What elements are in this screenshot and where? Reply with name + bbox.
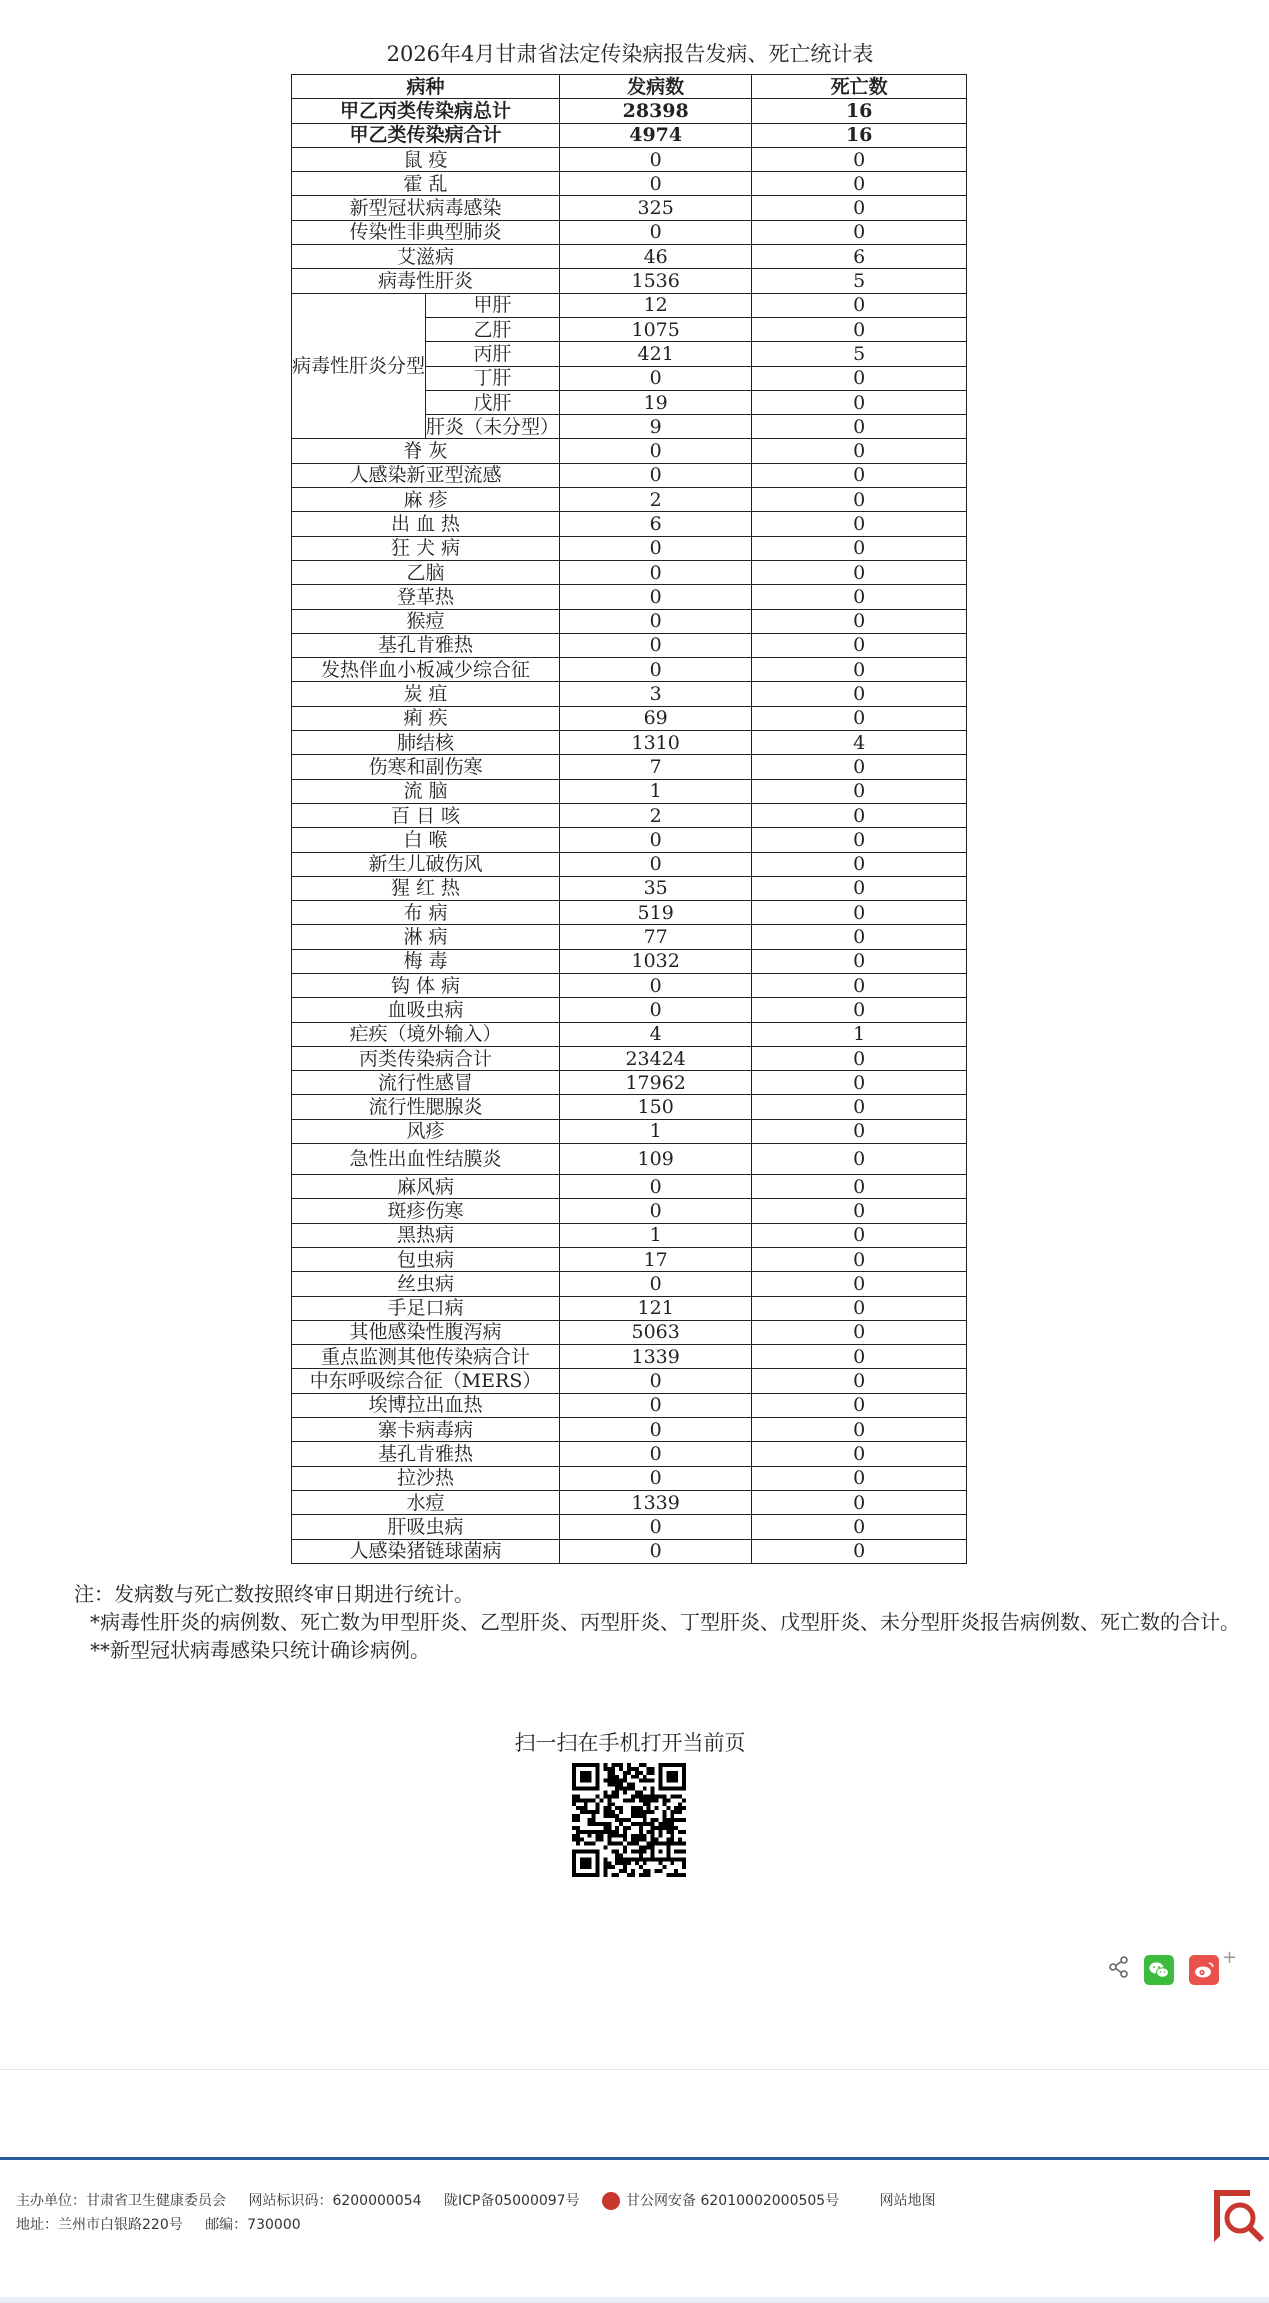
disease-name: 风疹 xyxy=(292,1119,560,1143)
case-count: 0 xyxy=(560,1539,752,1563)
death-count: 0 xyxy=(752,439,967,463)
death-count: 0 xyxy=(752,1223,967,1247)
death-count: 0 xyxy=(752,803,967,827)
death-count: 16 xyxy=(752,123,967,147)
disease-name: 乙脑 xyxy=(292,560,560,584)
statistics-table xyxy=(291,74,967,1564)
disease-name: 流行性腮腺炎 xyxy=(292,1095,560,1119)
death-count: 0 xyxy=(752,1175,967,1199)
disease-name: 麻 疹 xyxy=(292,488,560,512)
death-count: 0 xyxy=(752,415,967,439)
disease-name: 登革热 xyxy=(292,585,560,609)
death-count: 0 xyxy=(752,828,967,852)
death-count: 6 xyxy=(752,245,967,269)
death-count: 0 xyxy=(752,876,967,900)
case-count: 6 xyxy=(560,512,752,536)
plus-icon[interactable]: + xyxy=(1222,1947,1238,1968)
disease-name: 艾滋病 xyxy=(292,245,560,269)
death-count: 0 xyxy=(752,366,967,390)
death-count: 0 xyxy=(752,196,967,220)
death-count: 0 xyxy=(752,147,967,171)
table-row xyxy=(292,585,967,609)
disease-name: 血吸虫病 xyxy=(292,998,560,1022)
disease-name: 肺结核 xyxy=(292,731,560,755)
disease-name: 脊 灰 xyxy=(292,439,560,463)
footer-bottom-strip xyxy=(0,2297,1269,2303)
death-count: 0 xyxy=(752,1296,967,1320)
table-row xyxy=(292,658,967,682)
case-count: 3 xyxy=(560,682,752,706)
table-row xyxy=(292,876,967,900)
share-icon[interactable] xyxy=(1108,1955,1130,1979)
death-count: 0 xyxy=(752,560,967,584)
case-count: 1032 xyxy=(560,949,752,973)
table-row xyxy=(292,220,967,244)
table-row xyxy=(292,925,967,949)
table-row xyxy=(292,828,967,852)
footer-sitemap-link[interactable]: 网站地图 xyxy=(879,2193,936,2209)
table-row xyxy=(292,1320,967,1344)
case-count: 2 xyxy=(560,488,752,512)
share-bar xyxy=(1108,1947,1258,1989)
table-row xyxy=(292,1223,967,1247)
table-row xyxy=(292,147,967,171)
case-count: 1339 xyxy=(560,1345,752,1369)
death-count: 0 xyxy=(752,1247,967,1271)
disease-name: 百 日 咳 xyxy=(292,803,560,827)
death-count: 0 xyxy=(752,1345,967,1369)
table-row xyxy=(292,269,967,293)
death-count: 0 xyxy=(752,901,967,925)
death-count: 0 xyxy=(752,536,967,560)
death-count: 0 xyxy=(752,1199,967,1223)
table-row xyxy=(292,1046,967,1070)
table-row xyxy=(292,949,967,973)
death-count: 0 xyxy=(752,1490,967,1514)
death-count: 0 xyxy=(752,1442,967,1466)
disease-name: 布 病 xyxy=(292,901,560,925)
footer-address: 地址：兰州市白银路220号 xyxy=(16,2217,183,2233)
case-count: 69 xyxy=(560,706,752,730)
table-row xyxy=(292,998,967,1022)
case-count: 19 xyxy=(560,390,752,414)
case-count: 46 xyxy=(560,245,752,269)
hepatitis-subtype-name: 乙肝 xyxy=(426,317,560,341)
case-count: 0 xyxy=(560,536,752,560)
disease-name: 拉沙热 xyxy=(292,1466,560,1490)
case-count: 121 xyxy=(560,1296,752,1320)
disease-name: 丙类传染病合计 xyxy=(292,1046,560,1070)
table-row xyxy=(292,536,967,560)
death-count: 0 xyxy=(752,1119,967,1143)
death-count: 0 xyxy=(752,706,967,730)
death-count: 0 xyxy=(752,390,967,414)
disease-name: 人感染猪链球菌病 xyxy=(292,1539,560,1563)
table-row xyxy=(292,1466,967,1490)
table-row xyxy=(292,99,967,123)
death-count: 0 xyxy=(752,1393,967,1417)
disease-name: 甲乙丙类传染病总计 xyxy=(292,99,560,123)
death-count: 0 xyxy=(752,1144,967,1175)
government-error-report-logo-icon[interactable] xyxy=(1210,2186,1269,2246)
death-count: 4 xyxy=(752,731,967,755)
table-row xyxy=(292,852,967,876)
note-line-2: *病毒性肝炎的病例数、死亡数为甲型肝炎、乙型肝炎、丙型肝炎、丁型肝炎、戊型肝炎、未分型肝炎报告病例数、死亡数的合计。 xyxy=(90,1610,1240,1634)
table-row xyxy=(292,196,967,220)
case-count: 0 xyxy=(560,973,752,997)
death-count: 0 xyxy=(752,1466,967,1490)
table-row xyxy=(292,463,967,487)
death-count: 0 xyxy=(752,220,967,244)
disease-name: 猩 红 热 xyxy=(292,876,560,900)
disease-name: 新生儿破伤风 xyxy=(292,852,560,876)
header-deaths: 死亡数 xyxy=(752,75,967,99)
table-row xyxy=(292,512,967,536)
case-count: 35 xyxy=(560,876,752,900)
disease-name: 重点监测其他传染病合计 xyxy=(292,1345,560,1369)
table-row xyxy=(292,731,967,755)
case-count: 0 xyxy=(560,1466,752,1490)
note-line-3: **新型冠状病毒感染只统计确诊病例。 xyxy=(90,1638,430,1662)
death-count: 0 xyxy=(752,1046,967,1070)
disease-name: 埃博拉出血热 xyxy=(292,1393,560,1417)
case-count: 0 xyxy=(560,998,752,1022)
case-count: 421 xyxy=(560,342,752,366)
scan-prompt: 扫一扫在手机打开当前页 xyxy=(514,1731,746,1755)
table-row xyxy=(292,1393,967,1417)
death-count: 0 xyxy=(752,755,967,779)
disease-name: 鼠 疫 xyxy=(292,147,560,171)
table-row xyxy=(292,293,967,317)
hepatitis-subtype-name: 丁肝 xyxy=(426,366,560,390)
disease-name: 手足口病 xyxy=(292,1296,560,1320)
death-count: 0 xyxy=(752,317,967,341)
death-count: 0 xyxy=(752,172,967,196)
case-count: 1 xyxy=(560,1223,752,1247)
disease-name: 出 血 热 xyxy=(292,512,560,536)
disease-name: 甲乙类传染病合计 xyxy=(292,123,560,147)
table-row xyxy=(292,633,967,657)
case-count: 0 xyxy=(560,585,752,609)
table-row xyxy=(292,1144,967,1175)
footer-sponsor: 主办单位：甘肃省卫生健康委员会 xyxy=(16,2193,226,2209)
footer-police-link[interactable] xyxy=(602,2193,857,2209)
table-row xyxy=(292,439,967,463)
disease-name: 中东呼吸综合征（MERS） xyxy=(292,1369,560,1393)
death-count: 5 xyxy=(752,269,967,293)
disease-name: 钩 体 病 xyxy=(292,973,560,997)
disease-name: 丝虫病 xyxy=(292,1272,560,1296)
disease-name: 人感染新亚型流感 xyxy=(292,463,560,487)
death-count: 0 xyxy=(752,682,967,706)
case-count: 150 xyxy=(560,1095,752,1119)
table-row xyxy=(292,1095,967,1119)
disease-name: 狂 犬 病 xyxy=(292,536,560,560)
footer-icp-link[interactable]: 陇ICP备05000097号 xyxy=(443,2193,580,2209)
table-header-row xyxy=(292,75,967,99)
header-cases: 发病数 xyxy=(560,75,752,99)
hepatitis-subtype-name: 丙肝 xyxy=(426,342,560,366)
death-count: 0 xyxy=(752,973,967,997)
hepatitis-subtype-name: 甲肝 xyxy=(426,293,560,317)
death-count: 16 xyxy=(752,99,967,123)
table-row xyxy=(292,706,967,730)
death-count: 0 xyxy=(752,925,967,949)
case-count: 0 xyxy=(560,1418,752,1442)
qr-code xyxy=(572,1763,686,1877)
table-row xyxy=(292,1442,967,1466)
footer xyxy=(0,2160,1269,2303)
case-count: 17 xyxy=(560,1247,752,1271)
death-count: 0 xyxy=(752,998,967,1022)
death-count: 0 xyxy=(752,512,967,536)
disease-name: 梅 毒 xyxy=(292,949,560,973)
case-count: 23424 xyxy=(560,1046,752,1070)
disease-name: 其他感染性腹泻病 xyxy=(292,1320,560,1344)
footer-site-code: 网站标识码：6200000054 xyxy=(248,2193,422,2209)
table-row xyxy=(292,1199,967,1223)
disease-name: 基孔肯雅热 xyxy=(292,1442,560,1466)
police-badge-icon xyxy=(602,2192,620,2210)
header-disease: 病种 xyxy=(292,75,560,99)
case-count: 5063 xyxy=(560,1320,752,1344)
case-count: 0 xyxy=(560,147,752,171)
disease-name: 急性出血性结膜炎 xyxy=(292,1144,560,1175)
case-count: 109 xyxy=(560,1144,752,1175)
death-count: 0 xyxy=(752,1272,967,1296)
disease-name: 麻风病 xyxy=(292,1175,560,1199)
death-count: 0 xyxy=(752,463,967,487)
case-count: 2 xyxy=(560,803,752,827)
case-count: 0 xyxy=(560,1369,752,1393)
case-count: 17962 xyxy=(560,1071,752,1095)
death-count: 0 xyxy=(752,1369,967,1393)
table-row xyxy=(292,779,967,803)
disease-name: 疟疾（境外输入） xyxy=(292,1022,560,1046)
case-count: 1 xyxy=(560,1119,752,1143)
death-count: 0 xyxy=(752,293,967,317)
table-row xyxy=(292,560,967,584)
death-count: 0 xyxy=(752,585,967,609)
disease-name: 炭 疽 xyxy=(292,682,560,706)
case-count: 0 xyxy=(560,439,752,463)
disease-name: 包虫病 xyxy=(292,1247,560,1271)
table-row xyxy=(292,1515,967,1539)
case-count: 1310 xyxy=(560,731,752,755)
case-count: 9 xyxy=(560,415,752,439)
hepatitis-subtype-name: 戊肝 xyxy=(426,390,560,414)
death-count: 0 xyxy=(752,1320,967,1344)
case-count: 325 xyxy=(560,196,752,220)
page-title: 2026年4月甘肃省法定传染病报告发病、死亡统计表 xyxy=(386,42,874,66)
disease-name: 猴痘 xyxy=(292,609,560,633)
disease-name: 新型冠状病毒感染 xyxy=(292,196,560,220)
disease-name: 伤寒和副伤寒 xyxy=(292,755,560,779)
case-count: 4 xyxy=(560,1022,752,1046)
table-row xyxy=(292,609,967,633)
disease-name: 病毒性肝炎 xyxy=(292,269,560,293)
case-count: 0 xyxy=(560,1272,752,1296)
disease-name: 白 喉 xyxy=(292,828,560,852)
case-count: 0 xyxy=(560,1515,752,1539)
death-count: 0 xyxy=(752,658,967,682)
disease-name: 淋 病 xyxy=(292,925,560,949)
disease-name: 痢 疾 xyxy=(292,706,560,730)
case-count: 0 xyxy=(560,1199,752,1223)
case-count: 0 xyxy=(560,1442,752,1466)
footer-postcode: 邮编：730000 xyxy=(205,2217,301,2233)
disease-name: 肝吸虫病 xyxy=(292,1515,560,1539)
case-count: 0 xyxy=(560,366,752,390)
death-count: 0 xyxy=(752,609,967,633)
table-row xyxy=(292,245,967,269)
case-count: 0 xyxy=(560,560,752,584)
death-count: 0 xyxy=(752,1418,967,1442)
disease-name: 发热伴血小板减少综合征 xyxy=(292,658,560,682)
disease-name: 霍 乱 xyxy=(292,172,560,196)
table-row xyxy=(292,1539,967,1563)
case-count: 0 xyxy=(560,172,752,196)
table-row xyxy=(292,1418,967,1442)
case-count: 0 xyxy=(560,220,752,244)
table-row xyxy=(292,682,967,706)
table-row xyxy=(292,901,967,925)
disease-name: 水痘 xyxy=(292,1490,560,1514)
case-count: 4974 xyxy=(560,123,752,147)
death-count: 0 xyxy=(752,488,967,512)
case-count: 0 xyxy=(560,828,752,852)
case-count: 0 xyxy=(560,852,752,876)
note-line-1: 注：发病数与死亡数按照终审日期进行统计。 xyxy=(74,1582,474,1606)
case-count: 0 xyxy=(560,658,752,682)
disease-name: 传染性非典型肺炎 xyxy=(292,220,560,244)
death-count: 0 xyxy=(752,949,967,973)
case-count: 1536 xyxy=(560,269,752,293)
table-row xyxy=(292,1490,967,1514)
death-count: 5 xyxy=(752,342,967,366)
table-row xyxy=(292,488,967,512)
table-row xyxy=(292,1369,967,1393)
death-count: 0 xyxy=(752,1539,967,1563)
disease-name: 流行性感冒 xyxy=(292,1071,560,1095)
table-row xyxy=(292,1022,967,1046)
case-count: 7 xyxy=(560,755,752,779)
table-row xyxy=(292,172,967,196)
disease-name: 黑热病 xyxy=(292,1223,560,1247)
case-count: 1075 xyxy=(560,317,752,341)
case-count: 12 xyxy=(560,293,752,317)
disease-name: 流 脑 xyxy=(292,779,560,803)
table-row xyxy=(292,123,967,147)
death-count: 0 xyxy=(752,852,967,876)
disease-name: 寨卡病毒病 xyxy=(292,1418,560,1442)
table-row xyxy=(292,1272,967,1296)
death-count: 0 xyxy=(752,779,967,803)
death-count: 0 xyxy=(752,633,967,657)
table-row xyxy=(292,1345,967,1369)
case-count: 0 xyxy=(560,609,752,633)
table-row xyxy=(292,755,967,779)
footer-police-text: 甘公网安备 62010002000505号 xyxy=(626,2193,840,2209)
case-count: 28398 xyxy=(560,99,752,123)
hepatitis-group-label: 病毒性肝炎分型 xyxy=(292,293,426,439)
death-count: 0 xyxy=(752,1071,967,1095)
case-count: 0 xyxy=(560,463,752,487)
wechat-icon[interactable] xyxy=(1144,1955,1174,1985)
case-count: 519 xyxy=(560,901,752,925)
weibo-icon[interactable] xyxy=(1189,1955,1219,1985)
table-row xyxy=(292,1071,967,1095)
case-count: 0 xyxy=(560,633,752,657)
case-count: 77 xyxy=(560,925,752,949)
table-row xyxy=(292,1175,967,1199)
table-row xyxy=(292,973,967,997)
disease-name: 斑疹伤寒 xyxy=(292,1199,560,1223)
case-count: 0 xyxy=(560,1393,752,1417)
table-row xyxy=(292,1296,967,1320)
case-count: 1 xyxy=(560,779,752,803)
notes xyxy=(74,1580,1264,1664)
table-row xyxy=(292,1247,967,1271)
hepatitis-subtype-name: 肝炎（未分型） xyxy=(426,415,560,438)
case-count: 0 xyxy=(560,1175,752,1199)
disease-name: 基孔肯雅热 xyxy=(292,633,560,657)
death-count: 1 xyxy=(752,1022,967,1046)
case-count: 1339 xyxy=(560,1490,752,1514)
death-count: 0 xyxy=(752,1515,967,1539)
table-row xyxy=(292,803,967,827)
divider xyxy=(0,2069,1269,2070)
table-row xyxy=(292,1119,967,1143)
death-count: 0 xyxy=(752,1095,967,1119)
